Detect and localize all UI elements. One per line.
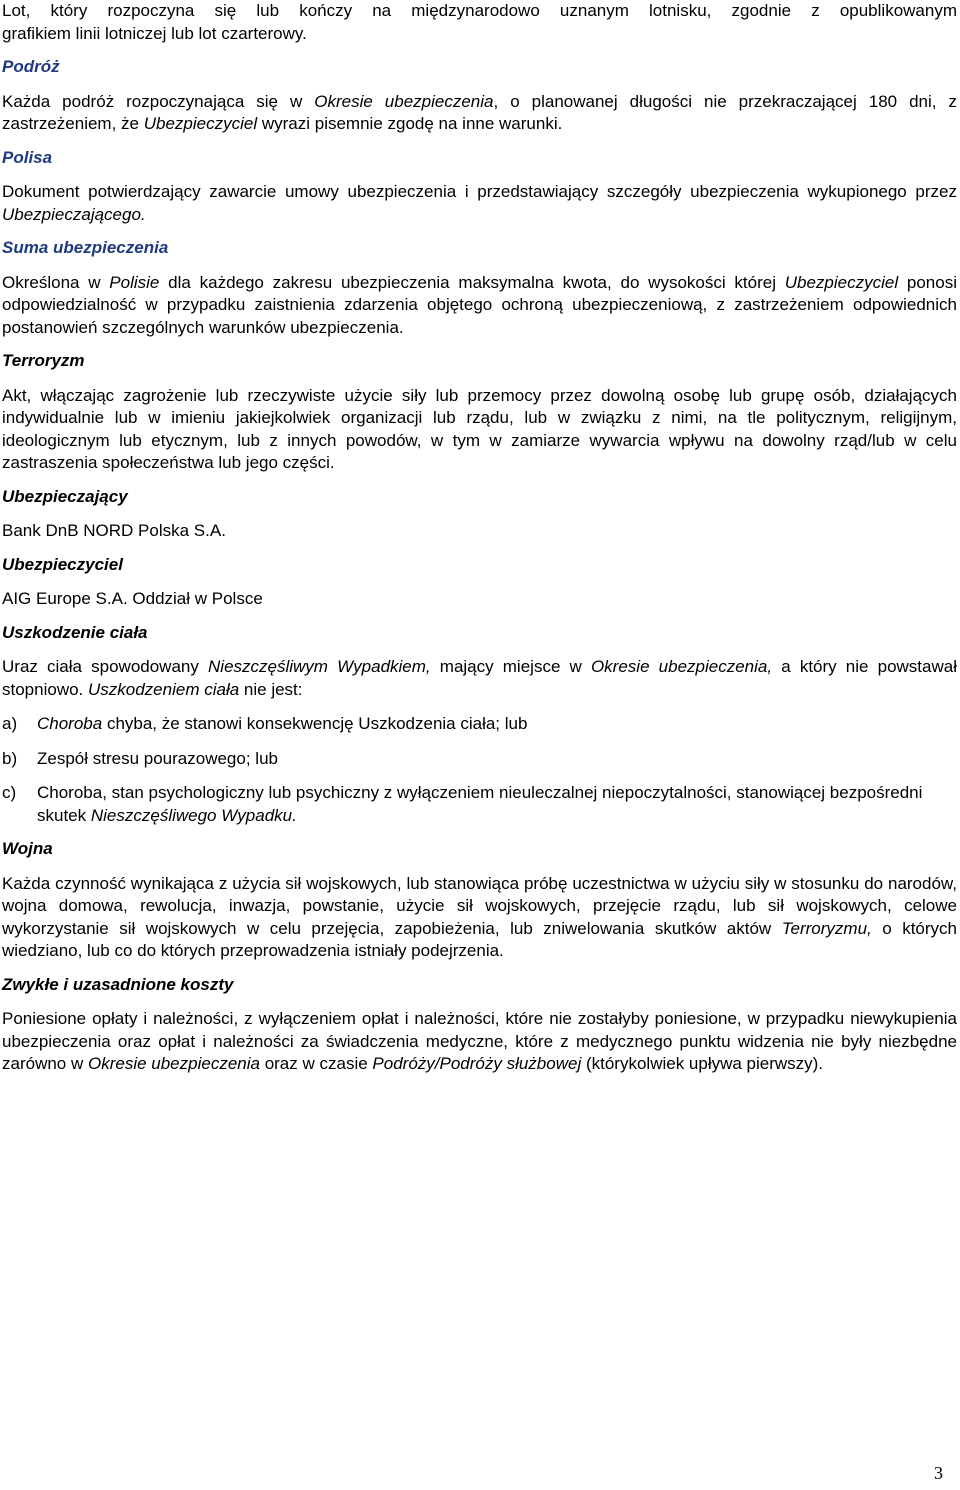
document-page (2, 0, 957, 1076)
heading-zwykle-koszty: Zwykłe i uzasadnione koszty (2, 974, 234, 994)
heading-polisa: Polisa (2, 147, 53, 167)
heading-uszkodzenie-ciala: Uszkodzenie ciała (2, 622, 148, 642)
heading-suma-ubezpieczenia: Suma ubezpieczenia (2, 238, 169, 257)
paragraph-polisa: Dokument potwierdzający zawarcie umowy ubezpieczenia i przedstawiający szczegóły ubezpieczenia wykupionego przez Ubezpieczającego. (2, 182, 957, 224)
list-marker: a) (2, 714, 18, 733)
heading-wojna: Wojna (2, 839, 53, 858)
paragraph-uszkodzenie-ciala: Uraz ciała spowodowany Nieszczęśliwym Wypadkiem, mający miejsce w Okresie ubezpieczenia, a który nie powstawał stopniowo. Uszkodzeniem ciała nie jest: (2, 657, 957, 699)
list-item-text: Choroba, stan psychologiczny lub psychiczny z wyłączeniem nieuleczalnej niepoczytalności, stanowiącej bezpośredni skutek Nieszczęśliwego Wypadku. (37, 783, 923, 825)
page-number: 3 (934, 1463, 943, 1483)
paragraph-podroz: Każda podróż rozpoczynająca się w Okresie ubezpieczenia, o planowanej długości nie przekraczającej 180 dni, z zastrzeżeniem, że Ubezpieczyciel wyrazi pisemnie zgodę na inne warunki. (2, 91, 957, 133)
list-item-a (2, 713, 957, 736)
list-item-b (2, 748, 957, 771)
list-item-text: Choroba chyba, że stanowi konsekwencję Uszkodzenia ciała; lub (37, 714, 528, 733)
intro-line-1: Lot, który rozpoczyna się lub kończy na międzynarodowo uznanym lotnisku, zgodnie z opublikowanym (2, 1, 957, 20)
list-marker: c) (2, 783, 17, 802)
heading-ubezpieczajacy: Ubezpieczający (2, 486, 128, 506)
list-item-c (2, 782, 957, 827)
paragraph-zwykle-koszty: Poniesione opłaty i należności, z wyłączeniem opłat i należności, które nie zostałyby poniesione, w przypadku niewykupienia ubezpieczenia oraz opłat i należności za świadczenia medyczne, które z medycznego punktu widzenia nie były niezbędne zarówno w Okresie ubezpieczenia oraz w czasie Podróży/Podróży służbowej (którykolwiek upływa pierwszy). (2, 1009, 957, 1073)
paragraph-suma-ubezpieczenia: Określona w Polisie dla każdego zakresu ubezpieczenia maksymalna kwota, do wysokości której Ubezpieczyciel ponosi odpowiedzialność w przypadku zaistnienia zdarzenia objętego ochroną ubezpieczeniową, z zastrzeżeniem odpowiednich postanowień szczególnych warunków ubezpieczenia. (2, 272, 957, 337)
heading-ubezpieczyciel: Ubezpieczyciel (2, 554, 123, 574)
paragraph-ubezpieczyciel: AIG Europe S.A. Oddział w Polsce (2, 589, 263, 608)
heading-terroryzm: Terroryzm (2, 351, 85, 370)
list-item-text: Zespół stresu pourazowego; lub (37, 748, 278, 768)
list-marker: b) (2, 748, 18, 768)
paragraph-wojna: Każda czynność wynikająca z użycia sił wojskowych, lub stanowiąca próbę uczestnictwa w użyciu siły w stosunku do narodów, wojna domowa, rewolucja, inwazja, powstanie, użycie sił wojskowych, przejęcie rządu, lub sił wojskowych, celowe wykorzystanie sił wojskowych w celu przejęcia, zapobieżenia, lub zniwelowania skutków aktów Terroryzmu, o których wiedziano, lub co do których przeprowadzenia istniały podejrzenia. (2, 873, 957, 960)
heading-podroz: Podróż (2, 57, 60, 76)
paragraph-terroryzm: Akt, włączając zagrożenie lub rzeczywiste użycie siły lub przemocy przez dowolną osobę lub grupę osób, działających indywidualnie lub w imieniu jakiejkolwiek organizacji lub rządu, lub w związku z nimi, na tle politycznym, religijnym, ideologicznym lub etycznym, lub z innych powodów, w tym w zamiarze wywarcia wpływu na dowolny rząd/lub w celu zastraszenia społeczeństwa lub jego części. (2, 385, 957, 472)
intro-line-2: grafikiem linii lotniczej lub lot czarterowy. (2, 23, 307, 43)
paragraph-ubezpieczajacy: Bank DnB NORD Polska S.A. (2, 521, 226, 540)
